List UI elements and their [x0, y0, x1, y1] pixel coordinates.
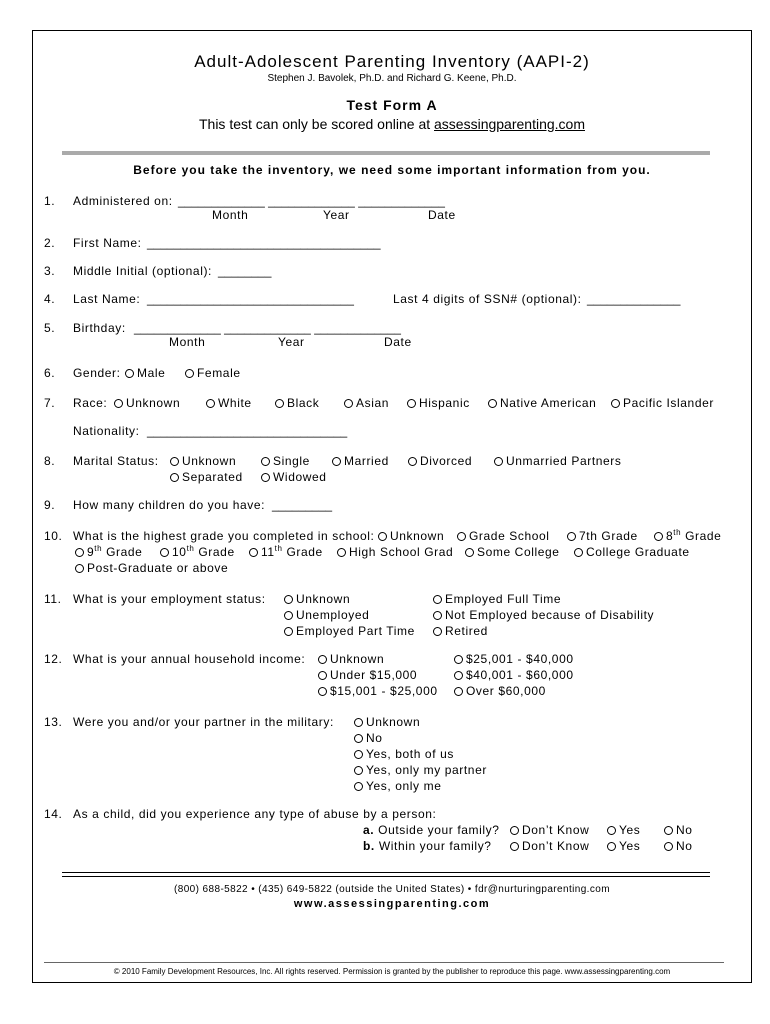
copyright-line: © 2010 Family Development Resources, Inc. All rights reserved. Permission is granted by the publisher to reproduce this page. www.assessingparenting.com: [113, 967, 671, 976]
radio-circle-icon: [275, 399, 284, 408]
q2-label: First Name:: [73, 236, 142, 250]
q3-number: 3.: [44, 264, 56, 278]
q12-number: 12.: [44, 652, 63, 666]
scoring-note: This test can only be scored online at assessingparenting.com: [198, 116, 585, 132]
q13-label: Were you and/or your partner in the military:: [73, 715, 334, 729]
divider-footer: [62, 872, 710, 877]
radio-circle-icon: [114, 399, 123, 408]
grade-10th[interactable]: 10th Grade: [160, 545, 235, 559]
radio-circle-icon: [378, 532, 387, 541]
military-partner[interactable]: Yes, only my partner: [354, 763, 487, 777]
race-black[interactable]: Black: [275, 396, 319, 410]
nationality-field[interactable]: ______________________________: [147, 424, 348, 438]
radio-circle-icon: [170, 457, 179, 466]
employment-part-time[interactable]: Employed Part Time: [284, 624, 415, 638]
form-name: Test Form A: [346, 97, 438, 113]
middle-initial-field[interactable]: ________: [218, 264, 272, 278]
ssn-field[interactable]: ______________: [587, 292, 681, 306]
radio-circle-icon: [664, 826, 673, 835]
military-me[interactable]: Yes, only me: [354, 779, 441, 793]
radio-circle-icon: [206, 399, 215, 408]
radio-circle-icon: [354, 718, 363, 727]
q14-label: As a child, did you experience any type of abuse by a person:: [73, 807, 437, 821]
q6-number: 6.: [44, 366, 56, 380]
radio-circle-icon: [494, 457, 503, 466]
radio-circle-icon: [433, 627, 442, 636]
q8-number: 8.: [44, 454, 56, 468]
radio-circle-icon: [607, 826, 616, 835]
income-unknown[interactable]: Unknown: [318, 652, 384, 666]
q12-label: What is your annual household income:: [73, 652, 306, 666]
radio-circle-icon: [284, 627, 293, 636]
grade-9th[interactable]: 9th Grade: [75, 545, 142, 559]
abuse-outside-label: a. Outside your family?: [363, 823, 500, 837]
divider-top: [62, 151, 710, 155]
authors: Stephen J. Bavolek, Ph.D. and Richard G. Keene, Ph.D.: [267, 73, 517, 84]
scoring-link[interactable]: assessingparenting.com: [434, 116, 585, 132]
q1-month-label: Month: [212, 208, 249, 222]
first-name-field[interactable]: ___________________________________: [147, 236, 381, 250]
radio-circle-icon: [261, 473, 270, 482]
abuse-outside-no[interactable]: No: [664, 823, 693, 837]
radio-circle-icon: [454, 671, 463, 680]
radio-circle-icon: [567, 532, 576, 541]
grade-some-college[interactable]: Some College: [465, 545, 560, 559]
radio-circle-icon: [510, 842, 519, 851]
divider-copyright: [44, 962, 724, 963]
grade-post-graduate[interactable]: Post-Graduate or above: [75, 561, 228, 575]
q9-label: How many children do you have:: [73, 498, 266, 512]
q1-label: Administered on:: [73, 194, 173, 208]
marital-divorced[interactable]: Divorced: [408, 454, 472, 468]
contact-info: (800) 688-5822 • (435) 649-5822 (outside the United States) • fdr@nurturingparenting.com: [174, 884, 610, 895]
radio-circle-icon: [284, 595, 293, 604]
radio-circle-icon: [170, 473, 179, 482]
q7-label: Race:: [73, 396, 108, 410]
birthday-blanks[interactable]: _____________ _____________ _____________: [134, 321, 401, 335]
radio-circle-icon: [654, 532, 663, 541]
radio-circle-icon: [332, 457, 341, 466]
q4-number: 4.: [44, 292, 56, 306]
q10-number: 10.: [44, 529, 63, 543]
employment-full-time[interactable]: Employed Full Time: [433, 592, 561, 606]
marital-married[interactable]: Married: [332, 454, 389, 468]
q1-year-label: Year: [323, 208, 350, 222]
grade-grade-school[interactable]: Grade School: [457, 529, 550, 543]
income-15001-25000[interactable]: $15,001 - $25,000: [318, 684, 438, 698]
q2-number: 2.: [44, 236, 56, 250]
grade-7th[interactable]: 7th Grade: [567, 529, 638, 543]
radio-circle-icon: [510, 826, 519, 835]
radio-circle-icon: [75, 564, 84, 573]
income-25001-40000[interactable]: $25,001 - $40,000: [454, 652, 574, 666]
last-name-field[interactable]: _______________________________: [147, 292, 354, 306]
q8-label: Marital Status:: [73, 454, 159, 468]
race-native-american[interactable]: Native American: [488, 396, 596, 410]
q5-label: Birthday:: [73, 321, 126, 335]
q5-year-label: Year: [278, 335, 305, 349]
q1-date-label: Date: [428, 208, 456, 222]
q10-label: What is the highest grade you completed in school:: [73, 529, 375, 543]
income-40001-60000[interactable]: $40,001 - $60,000: [454, 668, 574, 682]
radio-circle-icon: [488, 399, 497, 408]
q11-number: 11.: [44, 592, 62, 606]
race-white[interactable]: White: [206, 396, 252, 410]
nationality-label: Nationality:: [73, 424, 140, 438]
q14-number: 14.: [44, 807, 63, 821]
radio-circle-icon: [284, 611, 293, 620]
abuse-outside-yes[interactable]: Yes: [607, 823, 640, 837]
military-both[interactable]: Yes, both of us: [354, 747, 454, 761]
radio-circle-icon: [454, 655, 463, 664]
grade-high-school[interactable]: High School Grad: [337, 545, 453, 559]
grade-11th[interactable]: 11th Grade: [249, 545, 323, 559]
military-unknown[interactable]: Unknown: [354, 715, 420, 729]
q9-number: 9.: [44, 498, 56, 512]
race-hispanic[interactable]: Hispanic: [407, 396, 470, 410]
abuse-within-no[interactable]: No: [664, 839, 693, 853]
q5-month-label: Month: [169, 335, 206, 349]
grade-8th[interactable]: 8th Grade: [654, 529, 721, 543]
q11-label: What is your employment status:: [73, 592, 266, 606]
abuse-within-label: b. Within your family?: [363, 839, 492, 853]
q1-number: 1.: [44, 194, 56, 208]
radio-circle-icon: [664, 842, 673, 851]
military-no[interactable]: No: [354, 731, 383, 745]
radio-circle-icon: [408, 457, 417, 466]
abuse-within-dont-know[interactable]: Don’t Know: [510, 839, 589, 853]
radio-circle-icon: [354, 734, 363, 743]
employment-unemployed[interactable]: Unemployed: [284, 608, 369, 622]
radio-circle-icon: [454, 687, 463, 696]
footer-website[interactable]: www.assessingparenting.com: [293, 898, 491, 910]
q6-label: Gender:: [73, 366, 121, 380]
radio-circle-icon: [607, 842, 616, 851]
radio-circle-icon: [337, 548, 346, 557]
grade-unknown[interactable]: Unknown: [378, 529, 444, 543]
gender-male[interactable]: Male: [125, 366, 165, 380]
marital-single[interactable]: Single: [261, 454, 310, 468]
marital-widowed[interactable]: Widowed: [261, 470, 327, 484]
gender-female[interactable]: Female: [185, 366, 241, 380]
radio-circle-icon: [611, 399, 620, 408]
q13-number: 13.: [44, 715, 63, 729]
radio-circle-icon: [318, 655, 327, 664]
abuse-outside-dont-know[interactable]: Don’t Know: [510, 823, 589, 837]
race-pacific-islander[interactable]: Pacific Islander: [611, 396, 714, 410]
intro-text: Before you take the inventory, we need some important information from you.: [133, 163, 651, 177]
q1-date-blanks[interactable]: _____________ _____________ _____________: [178, 194, 445, 208]
income-over-60000[interactable]: Over $60,000: [454, 684, 546, 698]
radio-circle-icon: [433, 611, 442, 620]
income-under-15000[interactable]: Under $15,000: [318, 668, 417, 682]
q4-label: Last Name:: [73, 292, 141, 306]
radio-circle-icon: [354, 750, 363, 759]
q7-number: 7.: [44, 396, 56, 410]
employment-retired[interactable]: Retired: [433, 624, 488, 638]
form-title: Adult-Adolescent Parenting Inventory (AAPI-2): [194, 52, 590, 71]
children-count-field[interactable]: _________: [272, 498, 333, 512]
radio-circle-icon: [75, 548, 84, 557]
radio-circle-icon: [457, 532, 466, 541]
marital-separated[interactable]: Separated: [170, 470, 243, 484]
radio-circle-icon: [185, 369, 194, 378]
radio-circle-icon: [318, 687, 327, 696]
employment-unknown[interactable]: Unknown: [284, 592, 350, 606]
radio-circle-icon: [433, 595, 442, 604]
grade-college-graduate[interactable]: College Graduate: [574, 545, 690, 559]
race-asian[interactable]: Asian: [344, 396, 389, 410]
radio-circle-icon: [574, 548, 583, 557]
radio-circle-icon: [354, 782, 363, 791]
q5-number: 5.: [44, 321, 56, 335]
q3-label: Middle Initial (optional):: [73, 264, 212, 278]
ssn-label: Last 4 digits of SSN# (optional):: [393, 292, 582, 306]
radio-circle-icon: [125, 369, 134, 378]
radio-circle-icon: [160, 548, 169, 557]
radio-circle-icon: [465, 548, 474, 557]
marital-unknown[interactable]: Unknown: [170, 454, 236, 468]
race-unknown[interactable]: Unknown: [114, 396, 180, 410]
radio-circle-icon: [249, 548, 258, 557]
radio-circle-icon: [407, 399, 416, 408]
radio-circle-icon: [318, 671, 327, 680]
q5-date-label: Date: [384, 335, 412, 349]
employment-disability[interactable]: Not Employed because of Disability: [433, 608, 654, 622]
abuse-within-yes[interactable]: Yes: [607, 839, 640, 853]
radio-circle-icon: [261, 457, 270, 466]
radio-circle-icon: [344, 399, 353, 408]
radio-circle-icon: [354, 766, 363, 775]
marital-unmarried-partners[interactable]: Unmarried Partners: [494, 454, 622, 468]
